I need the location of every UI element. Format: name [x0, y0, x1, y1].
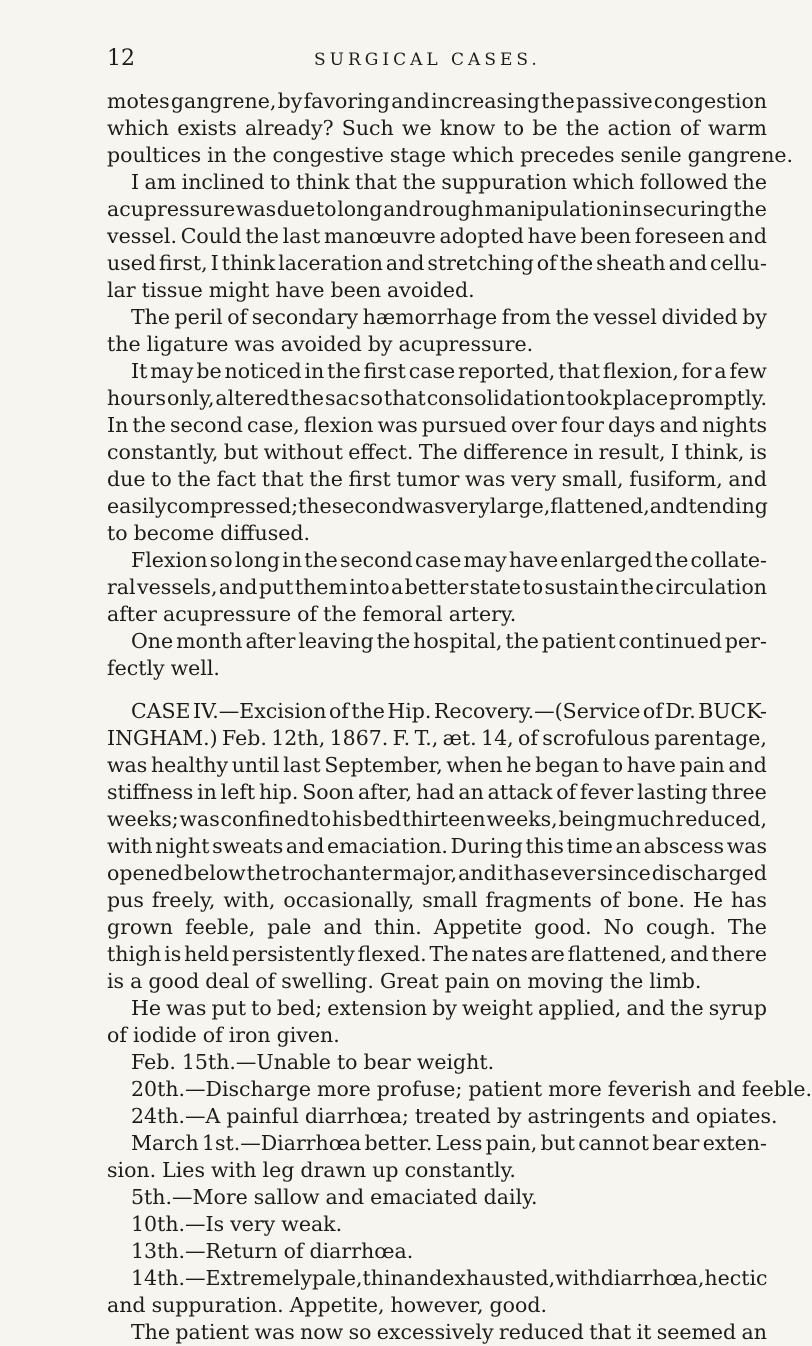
text-line: Flexion so long in the second case may have enlarged the collate- — [131, 548, 767, 572]
text-line: 24th.—A painful diarrhœa; treated by astringents and opiates. — [131, 1104, 778, 1128]
text-line: acupressure was due to long and rough manipulation in securing the — [107, 197, 767, 221]
text-line: March 1st.—Diarrhœa better. Less pain, but cannot bear exten- — [131, 1131, 767, 1155]
text-line: is a good deal of swelling. Great pain on moving the limb. — [107, 969, 702, 993]
text-line: motes gangrene, by favoring and increasing the passive congestion — [107, 89, 767, 113]
text-line: He was put to bed; extension by weight applied, and the syrup — [131, 996, 767, 1020]
text-line: after acupressure of the femoral artery. — [107, 602, 517, 626]
text-line: opened below the trochanter major, and it has ever since discharged — [107, 861, 767, 885]
text-line: Feb. 15th.—Unable to bear weight. — [131, 1050, 495, 1074]
text-line: 14th.—Extremely pale, thin and exhausted, with diarrhœa, hectic — [131, 1266, 768, 1290]
text-line: One month after leaving the hospital, the patient continued per- — [131, 629, 767, 653]
text-line: which exists already? Such we know to be the action of warm — [107, 116, 767, 140]
text-line: weeks; was confined to his bed thirteen weeks, being much reduced, — [107, 807, 767, 831]
text-line: of iodide of iron given. — [107, 1023, 340, 1047]
text-line: due to the fact that the first tumor was very small, fusiform, and — [107, 467, 767, 491]
text-line: 10th.—Is very weak. — [131, 1212, 343, 1236]
text-line: with night sweats and emaciation. During this time an abscess was — [107, 834, 767, 858]
page-header — [107, 46, 767, 76]
text-line: The patient was now so excessively reduced that it seemed an — [131, 1320, 767, 1344]
text-line: pus freely, with, occasionally, small fragments of bone. He has — [107, 888, 767, 912]
text-line: stiffness in left hip. Soon after, had an attack of fever lasting three — [107, 780, 767, 804]
running-head: SURGICAL CASES. — [314, 50, 541, 70]
text-line: CASE IV.—Excision of the Hip. Recovery.—(Service of Dr. BUCK- — [131, 699, 767, 723]
text-line: easily compressed; the second was very large, flattened, and tending — [107, 494, 768, 518]
text-line: vessel. Could the last manœuvre adopted have been foreseen and — [107, 224, 767, 248]
text-line: fectly well. — [107, 656, 220, 680]
page-body-text — [107, 88, 812, 1346]
page-number: 12 — [107, 46, 135, 71]
text-line: used first, I think laceration and stretching of the sheath and cellu- — [107, 251, 767, 275]
text-line: In the second case, flexion was pursued over four days and nights — [107, 413, 767, 437]
text-line: ral vessels, and put them into a better state to sustain the circulation — [107, 575, 767, 599]
text-line: the ligature was avoided by acupressure. — [107, 332, 534, 356]
text-line: I am inclined to think that the suppuration which followed the — [131, 170, 767, 194]
text-line: was healthy until last September, when he began to have pain and — [107, 753, 767, 777]
text-line: constantly, but without effect. The difference in result, I think, is — [107, 440, 767, 464]
text-line: The peril of secondary hæmorrhage from the vessel divided by — [131, 305, 767, 329]
text-line: sion. Lies with leg drawn up constantly. — [107, 1158, 516, 1182]
text-line: poultices in the congestive stage which precedes senile gangrene. — [107, 143, 794, 167]
text-line: lar tissue might have been avoided. — [107, 278, 475, 302]
text-line: hours only, altered the sac so that consolidation took place promptly. — [107, 386, 767, 410]
text-line: 5th.—More sallow and emaciated daily. — [131, 1185, 538, 1209]
text-line: 20th.—Discharge more profuse; patient more feverish and feeble. — [131, 1077, 812, 1101]
text-line: It may be noticed in the first case reported, that flexion, for a few — [131, 359, 767, 383]
text-line: thigh is held persistently flexed. The nates are flattened, and there — [107, 942, 767, 966]
text-line: 13th.—Return of diarrhœa. — [131, 1239, 414, 1263]
text-line: grown feeble, pale and thin. Appetite good. No cough. The — [107, 915, 767, 939]
text-line: and suppuration. Appetite, however, good. — [107, 1293, 547, 1317]
text-line: INGHAM.) Feb. 12th, 1867. F. T., æt. 14, of scrofulous parentage, — [107, 726, 767, 750]
text-line: to become diffused. — [107, 521, 310, 545]
